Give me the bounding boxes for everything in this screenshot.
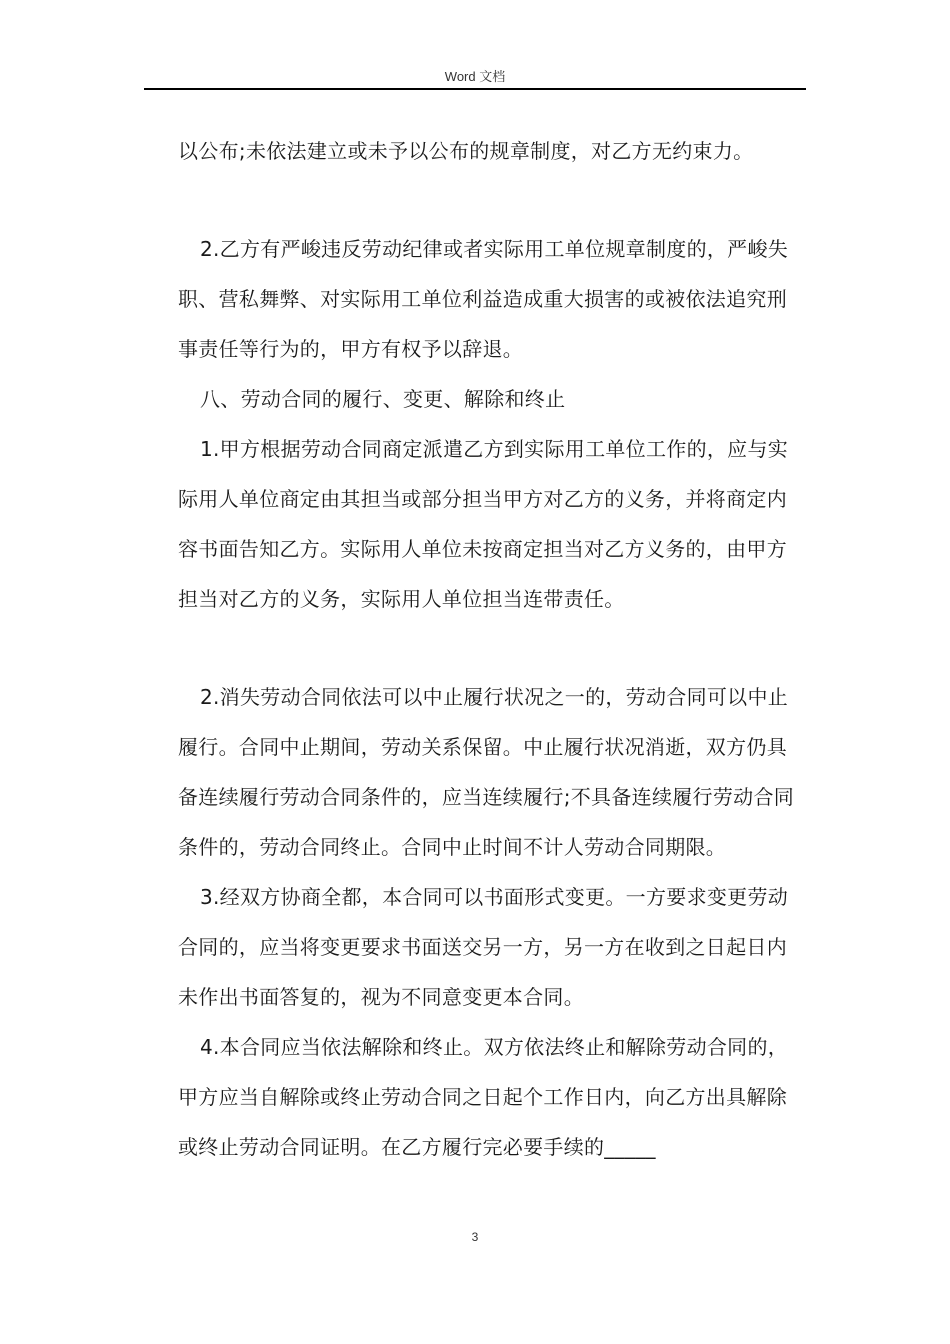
page-footer (0, 1230, 950, 1244)
paragraph-gap (178, 176, 796, 224)
paragraph-4: 1.甲方根据劳动合同商定派遣乙方到实际用工单位工作的，应与实际用人单位商定由其担当或部分担当甲方对乙方的义务，并将商定内容书面告知乙方。实际用人单位未按商定担当对乙方义务的，由甲方担当对乙方的义务，实际用人单位担当连带责任。 (178, 437, 789, 611)
paragraph-7: 4.本合同应当依法解除和终止。双方依法终止和解除劳动合同的，甲方应当自解除或终止劳动合同之日起个工作日内，向乙方出具解除或终止劳动合同证明。在乙方履行完必要手续的_____ (178, 1035, 789, 1159)
document-body (178, 126, 796, 1172)
paragraph-6: 3.经双方协商全都，本合同可以书面形式变更。一方要求变更劳动合同的，应当将变更要求书面送交另一方，另一方在收到之日起日内未作出书面答复的，视为不同意变更本合同。 (178, 885, 789, 1009)
page-number: 3 (471, 1230, 479, 1244)
section-heading: 八、劳动合同的履行、变更、解除和终止 (200, 387, 566, 411)
paragraph-gap (178, 624, 796, 672)
paragraph-5: 2.消失劳动合同依法可以中止履行状况之一的，劳动合同可以中止履行。合同中止期间，劳动关系保留。中止履行状况消逝，双方仍具备连续履行劳动合同条件的，应当连续履行;不具备连续履行劳动合同条件的，劳动合同终止。合同中止时间不计人劳动合同期限。 (178, 685, 795, 859)
paragraph-2: 2.乙方有严峻违反劳动纪律或者实际用工单位规章制度的，严峻失职、营私舞弊、对实际用工单位利益造成重大损害的或被依法追究刑事责任等行为的，甲方有权予以辞退。 (178, 237, 789, 361)
header-title: Word 文档 (444, 69, 506, 84)
page-header (144, 66, 806, 90)
paragraph-1: 以公布;未依法建立或未予以公布的规章制度，对乙方无约束力。 (178, 139, 754, 163)
